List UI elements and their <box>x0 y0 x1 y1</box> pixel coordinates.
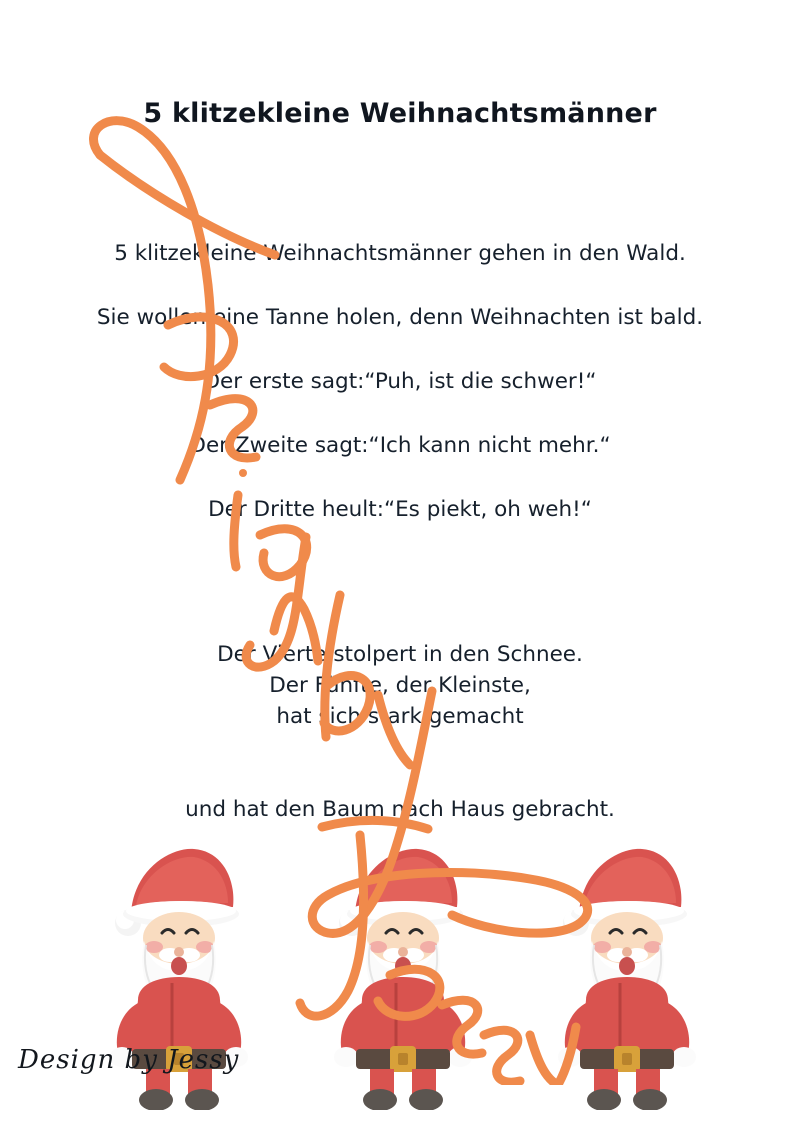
spacer <box>0 737 800 799</box>
poem-line: Der Zweite sagt:“Ich kann nicht mehr.“ <box>189 433 611 458</box>
spacer <box>0 530 800 592</box>
poem-line: Der Fünfte, der Kleinste, <box>269 673 531 698</box>
poem-line: Sie wollen eine Tanne holen, denn Weihnachten ist bald. <box>96 305 704 330</box>
spacer <box>0 592 800 644</box>
spacer <box>0 402 800 435</box>
poem-line: Der Dritte heult:“Es piekt, oh weh!“ <box>208 497 592 522</box>
spacer <box>0 466 800 499</box>
poem-line: 5 klitzekleine Weihnachtsmänner gehen in den Wald. <box>114 241 686 266</box>
poem-body <box>0 243 800 830</box>
spacer <box>0 274 800 307</box>
santa-right-illustration <box>524 835 724 1110</box>
poem-line: Der erste sagt:“Puh, ist die schwer!“ <box>203 369 597 394</box>
poem-line: und hat den Baum nach Haus gebracht. <box>185 797 615 822</box>
poem-line: Der Vierte stolpert in den Schnee. <box>217 642 583 667</box>
spacer <box>0 338 800 371</box>
page-title: 5 klitzekleine Weihnachtsmänner <box>143 98 657 129</box>
santa-center-illustration <box>300 835 500 1110</box>
poem-line: hat sich stark gemacht <box>276 704 524 729</box>
signature-text: Design by Jessy <box>18 1045 240 1075</box>
